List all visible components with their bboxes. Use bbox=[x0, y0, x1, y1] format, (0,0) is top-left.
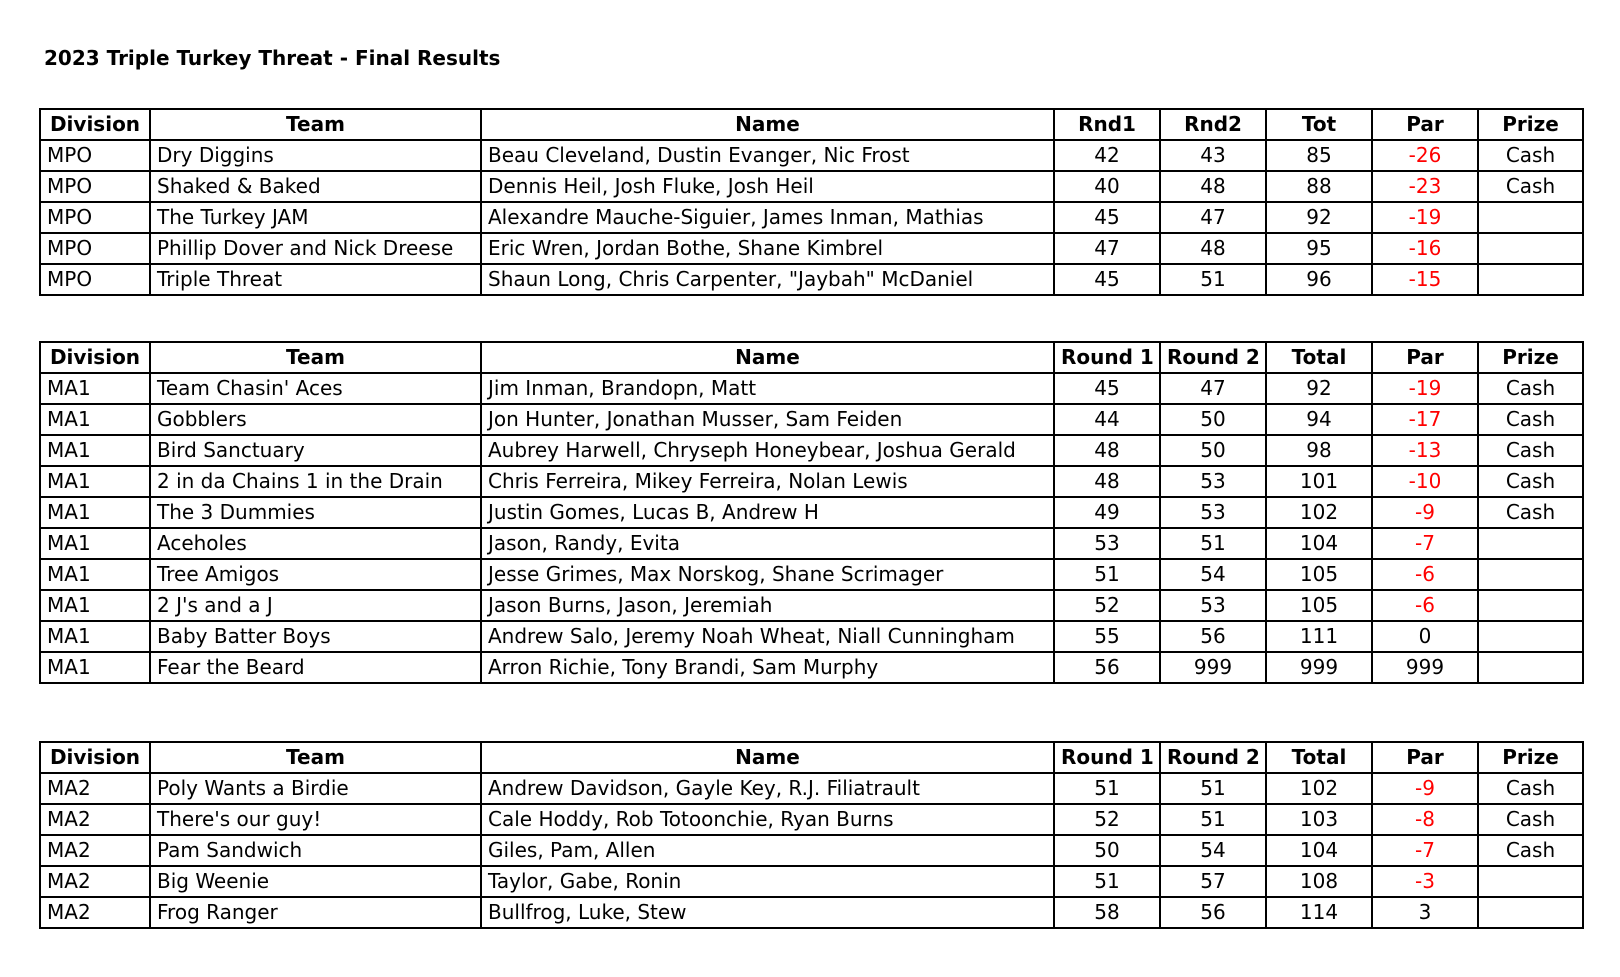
table-row bbox=[40, 897, 1583, 928]
cell-name: Chris Ferreira, Mikey Ferreira, Nolan Lewis bbox=[481, 466, 1054, 497]
cell-division: MPO bbox=[40, 171, 150, 202]
cell-name: Andrew Davidson, Gayle Key, R.J. Filiatrault bbox=[481, 773, 1054, 804]
cell-par: -23 bbox=[1372, 171, 1478, 202]
ma2-results-table bbox=[39, 741, 1584, 929]
cell-name: Aubrey Harwell, Chryseph Honeybear, Joshua Gerald bbox=[481, 435, 1054, 466]
header-row bbox=[40, 742, 1583, 773]
cell-prize: Cash bbox=[1478, 466, 1583, 497]
column-header-team: Team bbox=[150, 742, 481, 773]
column-header-total: Total bbox=[1266, 742, 1372, 773]
cell-round2: 47 bbox=[1160, 202, 1266, 233]
cell-round2: 48 bbox=[1160, 233, 1266, 264]
cell-round1: 47 bbox=[1054, 233, 1160, 264]
cell-round2: 56 bbox=[1160, 897, 1266, 928]
cell-division: MA1 bbox=[40, 404, 150, 435]
cell-division: MPO bbox=[40, 140, 150, 171]
table-row bbox=[40, 835, 1583, 866]
cell-prize bbox=[1478, 866, 1583, 897]
cell-par: -6 bbox=[1372, 559, 1478, 590]
cell-name: Andrew Salo, Jeremy Noah Wheat, Niall Cunningham bbox=[481, 621, 1054, 652]
cell-name: Bullfrog, Luke, Stew bbox=[481, 897, 1054, 928]
cell-total: 104 bbox=[1266, 835, 1372, 866]
cell-round1: 55 bbox=[1054, 621, 1160, 652]
cell-division: MA2 bbox=[40, 773, 150, 804]
cell-total: 96 bbox=[1266, 264, 1372, 295]
cell-team: Fear the Beard bbox=[150, 652, 481, 683]
cell-round2: 54 bbox=[1160, 835, 1266, 866]
cell-team: Bird Sanctuary bbox=[150, 435, 481, 466]
cell-round1: 48 bbox=[1054, 466, 1160, 497]
column-header-division: Division bbox=[40, 109, 150, 140]
cell-team: Gobblers bbox=[150, 404, 481, 435]
cell-division: MA2 bbox=[40, 866, 150, 897]
cell-team: Poly Wants a Birdie bbox=[150, 773, 481, 804]
cell-total: 92 bbox=[1266, 373, 1372, 404]
cell-prize: Cash bbox=[1478, 404, 1583, 435]
cell-division: MA1 bbox=[40, 559, 150, 590]
table-row bbox=[40, 202, 1583, 233]
cell-total: 102 bbox=[1266, 497, 1372, 528]
header-row bbox=[40, 342, 1583, 373]
cell-round1: 45 bbox=[1054, 202, 1160, 233]
column-header-total: Total bbox=[1266, 342, 1372, 373]
cell-division: MPO bbox=[40, 202, 150, 233]
table-row bbox=[40, 773, 1583, 804]
column-header-total: Tot bbox=[1266, 109, 1372, 140]
cell-round1: 42 bbox=[1054, 140, 1160, 171]
cell-total: 999 bbox=[1266, 652, 1372, 683]
cell-round2: 51 bbox=[1160, 528, 1266, 559]
table-row bbox=[40, 140, 1583, 171]
cell-division: MA1 bbox=[40, 652, 150, 683]
table-row bbox=[40, 466, 1583, 497]
column-header-name: Name bbox=[481, 742, 1054, 773]
cell-round1: 52 bbox=[1054, 590, 1160, 621]
cell-team: Triple Threat bbox=[150, 264, 481, 295]
cell-par: -15 bbox=[1372, 264, 1478, 295]
cell-par: 0 bbox=[1372, 621, 1478, 652]
cell-total: 85 bbox=[1266, 140, 1372, 171]
cell-round2: 50 bbox=[1160, 404, 1266, 435]
cell-round1: 45 bbox=[1054, 264, 1160, 295]
cell-prize bbox=[1478, 264, 1583, 295]
cell-par: -6 bbox=[1372, 590, 1478, 621]
cell-division: MA1 bbox=[40, 373, 150, 404]
table-row bbox=[40, 497, 1583, 528]
cell-team: The 3 Dummies bbox=[150, 497, 481, 528]
cell-par: -16 bbox=[1372, 233, 1478, 264]
cell-prize bbox=[1478, 202, 1583, 233]
table-row bbox=[40, 373, 1583, 404]
cell-prize bbox=[1478, 897, 1583, 928]
column-header-round1: Round 1 bbox=[1054, 342, 1160, 373]
cell-prize: Cash bbox=[1478, 140, 1583, 171]
column-header-prize: Prize bbox=[1478, 742, 1583, 773]
cell-round1: 52 bbox=[1054, 804, 1160, 835]
column-header-round1: Rnd1 bbox=[1054, 109, 1160, 140]
table-row bbox=[40, 264, 1583, 295]
cell-total: 102 bbox=[1266, 773, 1372, 804]
cell-name: Jim Inman, Brandopn, Matt bbox=[481, 373, 1054, 404]
cell-prize bbox=[1478, 233, 1583, 264]
cell-team: There's our guy! bbox=[150, 804, 481, 835]
cell-division: MA2 bbox=[40, 835, 150, 866]
header-row bbox=[40, 109, 1583, 140]
cell-division: MA2 bbox=[40, 897, 150, 928]
cell-round1: 48 bbox=[1054, 435, 1160, 466]
cell-par: -19 bbox=[1372, 373, 1478, 404]
column-header-division: Division bbox=[40, 342, 150, 373]
cell-round2: 56 bbox=[1160, 621, 1266, 652]
cell-team: Phillip Dover and Nick Dreese bbox=[150, 233, 481, 264]
cell-team: Big Weenie bbox=[150, 866, 481, 897]
cell-round1: 51 bbox=[1054, 866, 1160, 897]
cell-team: Frog Ranger bbox=[150, 897, 481, 928]
cell-prize bbox=[1478, 559, 1583, 590]
cell-name: Taylor, Gabe, Ronin bbox=[481, 866, 1054, 897]
cell-team: Dry Diggins bbox=[150, 140, 481, 171]
column-header-team: Team bbox=[150, 109, 481, 140]
cell-round1: 44 bbox=[1054, 404, 1160, 435]
column-header-round2: Round 2 bbox=[1160, 342, 1266, 373]
table-row bbox=[40, 866, 1583, 897]
cell-name: Alexandre Mauche-Siguier, James Inman, Mathias bbox=[481, 202, 1054, 233]
column-header-round2: Round 2 bbox=[1160, 742, 1266, 773]
cell-round2: 51 bbox=[1160, 264, 1266, 295]
cell-division: MA1 bbox=[40, 435, 150, 466]
column-header-prize: Prize bbox=[1478, 342, 1583, 373]
table-row bbox=[40, 621, 1583, 652]
cell-division: MA1 bbox=[40, 590, 150, 621]
cell-par: -13 bbox=[1372, 435, 1478, 466]
cell-par: -17 bbox=[1372, 404, 1478, 435]
cell-name: Dennis Heil, Josh Fluke, Josh Heil bbox=[481, 171, 1054, 202]
column-header-name: Name bbox=[481, 109, 1054, 140]
cell-name: Jesse Grimes, Max Norskog, Shane Scrimager bbox=[481, 559, 1054, 590]
column-header-round2: Rnd2 bbox=[1160, 109, 1266, 140]
cell-par: -8 bbox=[1372, 804, 1478, 835]
column-header-par: Par bbox=[1372, 742, 1478, 773]
cell-round1: 53 bbox=[1054, 528, 1160, 559]
ma1-results-table bbox=[39, 341, 1584, 684]
cell-prize bbox=[1478, 621, 1583, 652]
cell-name: Jon Hunter, Jonathan Musser, Sam Feiden bbox=[481, 404, 1054, 435]
cell-total: 111 bbox=[1266, 621, 1372, 652]
cell-total: 105 bbox=[1266, 590, 1372, 621]
mpo-results-table bbox=[39, 108, 1584, 296]
cell-name: Justin Gomes, Lucas B, Andrew H bbox=[481, 497, 1054, 528]
cell-name: Beau Cleveland, Dustin Evanger, Nic Frost bbox=[481, 140, 1054, 171]
cell-name: Jason Burns, Jason, Jeremiah bbox=[481, 590, 1054, 621]
cell-total: 88 bbox=[1266, 171, 1372, 202]
cell-round2: 48 bbox=[1160, 171, 1266, 202]
cell-round1: 56 bbox=[1054, 652, 1160, 683]
cell-total: 92 bbox=[1266, 202, 1372, 233]
cell-round2: 47 bbox=[1160, 373, 1266, 404]
cell-round2: 51 bbox=[1160, 804, 1266, 835]
cell-name: Eric Wren, Jordan Bothe, Shane Kimbrel bbox=[481, 233, 1054, 264]
table-row bbox=[40, 652, 1583, 683]
cell-prize: Cash bbox=[1478, 497, 1583, 528]
cell-round2: 57 bbox=[1160, 866, 1266, 897]
table-row bbox=[40, 528, 1583, 559]
cell-total: 101 bbox=[1266, 466, 1372, 497]
cell-total: 108 bbox=[1266, 866, 1372, 897]
cell-division: MPO bbox=[40, 264, 150, 295]
table-row bbox=[40, 404, 1583, 435]
cell-par: 999 bbox=[1372, 652, 1478, 683]
cell-name: Giles, Pam, Allen bbox=[481, 835, 1054, 866]
cell-par: -26 bbox=[1372, 140, 1478, 171]
cell-round1: 49 bbox=[1054, 497, 1160, 528]
cell-total: 105 bbox=[1266, 559, 1372, 590]
column-header-par: Par bbox=[1372, 342, 1478, 373]
page-title: 2023 Triple Turkey Threat - Final Results bbox=[44, 46, 501, 70]
cell-prize: Cash bbox=[1478, 835, 1583, 866]
cell-total: 94 bbox=[1266, 404, 1372, 435]
cell-total: 114 bbox=[1266, 897, 1372, 928]
cell-par: -3 bbox=[1372, 866, 1478, 897]
column-header-round1: Round 1 bbox=[1054, 742, 1160, 773]
cell-team: 2 J's and a J bbox=[150, 590, 481, 621]
cell-prize: Cash bbox=[1478, 171, 1583, 202]
cell-par: -9 bbox=[1372, 773, 1478, 804]
cell-division: MA1 bbox=[40, 497, 150, 528]
cell-team: Pam Sandwich bbox=[150, 835, 481, 866]
cell-round2: 54 bbox=[1160, 559, 1266, 590]
cell-round1: 51 bbox=[1054, 559, 1160, 590]
cell-round1: 45 bbox=[1054, 373, 1160, 404]
cell-round1: 58 bbox=[1054, 897, 1160, 928]
column-header-name: Name bbox=[481, 342, 1054, 373]
column-header-division: Division bbox=[40, 742, 150, 773]
cell-par: 3 bbox=[1372, 897, 1478, 928]
cell-round2: 999 bbox=[1160, 652, 1266, 683]
cell-total: 104 bbox=[1266, 528, 1372, 559]
cell-round1: 40 bbox=[1054, 171, 1160, 202]
cell-round1: 50 bbox=[1054, 835, 1160, 866]
table-row bbox=[40, 590, 1583, 621]
table-row bbox=[40, 171, 1583, 202]
cell-prize bbox=[1478, 590, 1583, 621]
cell-par: -10 bbox=[1372, 466, 1478, 497]
cell-name: Jason, Randy, Evita bbox=[481, 528, 1054, 559]
table-row bbox=[40, 804, 1583, 835]
cell-prize: Cash bbox=[1478, 435, 1583, 466]
table-row bbox=[40, 559, 1583, 590]
cell-round2: 50 bbox=[1160, 435, 1266, 466]
cell-division: MPO bbox=[40, 233, 150, 264]
cell-round2: 53 bbox=[1160, 497, 1266, 528]
cell-prize: Cash bbox=[1478, 804, 1583, 835]
cell-division: MA1 bbox=[40, 466, 150, 497]
cell-division: MA1 bbox=[40, 621, 150, 652]
cell-team: Aceholes bbox=[150, 528, 481, 559]
cell-name: Arron Richie, Tony Brandi, Sam Murphy bbox=[481, 652, 1054, 683]
column-header-team: Team bbox=[150, 342, 481, 373]
cell-round2: 51 bbox=[1160, 773, 1266, 804]
cell-round2: 43 bbox=[1160, 140, 1266, 171]
cell-team: The Turkey JAM bbox=[150, 202, 481, 233]
cell-name: Shaun Long, Chris Carpenter, "Jaybah" McDaniel bbox=[481, 264, 1054, 295]
cell-round2: 53 bbox=[1160, 466, 1266, 497]
cell-prize: Cash bbox=[1478, 373, 1583, 404]
cell-par: -19 bbox=[1372, 202, 1478, 233]
cell-name: Cale Hoddy, Rob Totoonchie, Ryan Burns bbox=[481, 804, 1054, 835]
cell-team: Baby Batter Boys bbox=[150, 621, 481, 652]
cell-prize bbox=[1478, 528, 1583, 559]
table-row bbox=[40, 435, 1583, 466]
cell-par: -7 bbox=[1372, 835, 1478, 866]
cell-division: MA1 bbox=[40, 528, 150, 559]
cell-total: 95 bbox=[1266, 233, 1372, 264]
column-header-prize: Prize bbox=[1478, 109, 1583, 140]
cell-team: 2 in da Chains 1 in the Drain bbox=[150, 466, 481, 497]
cell-team: Tree Amigos bbox=[150, 559, 481, 590]
cell-round1: 51 bbox=[1054, 773, 1160, 804]
table-row bbox=[40, 233, 1583, 264]
cell-total: 98 bbox=[1266, 435, 1372, 466]
cell-total: 103 bbox=[1266, 804, 1372, 835]
cell-division: MA2 bbox=[40, 804, 150, 835]
column-header-par: Par bbox=[1372, 109, 1478, 140]
cell-round2: 53 bbox=[1160, 590, 1266, 621]
cell-prize bbox=[1478, 652, 1583, 683]
cell-par: -7 bbox=[1372, 528, 1478, 559]
cell-team: Shaked & Baked bbox=[150, 171, 481, 202]
cell-team: Team Chasin' Aces bbox=[150, 373, 481, 404]
cell-prize: Cash bbox=[1478, 773, 1583, 804]
cell-par: -9 bbox=[1372, 497, 1478, 528]
